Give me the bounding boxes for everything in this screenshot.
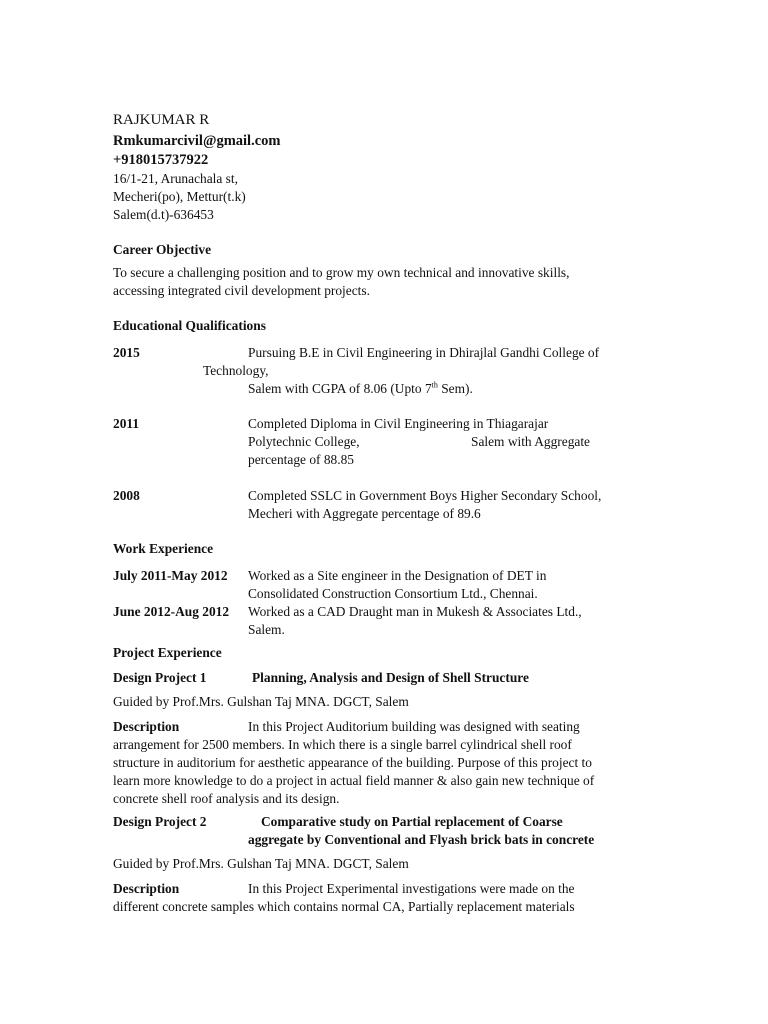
- design-project-1-description-line-3: structure in auditorium for aesthetic appearance of the building. Purpose of this project to: [113, 755, 592, 770]
- project-experience-heading: Project Experience: [113, 645, 222, 660]
- design-project-1-guide: Guided by Prof.Mrs. Gulshan Taj MNA. DGCT, Salem: [113, 694, 409, 709]
- design-project-1-description-line-5: concrete shell roof analysis and its design.: [113, 791, 340, 806]
- education-2015-line-1: Pursuing B.E in Civil Engineering in Dhirajlal Gandhi College of: [248, 345, 600, 360]
- design-project-1-title: Planning, Analysis and Design of Shell Structure: [252, 670, 529, 685]
- design-project-2-description-line-1: In this Project Experimental investigations were made on the: [248, 881, 575, 896]
- design-project-1-label: Design Project 1: [113, 670, 207, 685]
- work-2-line-2: Salem.: [248, 622, 285, 637]
- design-project-1-description-line-1: In this Project Auditorium building was designed with seating: [248, 719, 580, 734]
- work-1-line-2: Consolidated Construction Consortium Ltd., Chennai.: [248, 586, 538, 601]
- education-2015-line-2: Technology,: [203, 363, 269, 378]
- design-project-1-description-line-2: arrangement for 2500 members. In which there is a single barrel cylindrical shell roof: [113, 737, 572, 752]
- education-2008-line-1: Completed SSLC in Government Boys Higher Secondary School,: [248, 488, 602, 503]
- education-2011-line-3: percentage of 88.85: [248, 452, 354, 467]
- design-project-2-description-label: Description: [113, 881, 180, 896]
- career-objective-heading: Career Objective: [113, 242, 212, 257]
- design-project-2-guide: Guided by Prof.Mrs. Gulshan Taj MNA. DGCT, Salem: [113, 856, 409, 871]
- work-1-line-1: Worked as a Site engineer in the Designation of DET in: [248, 568, 547, 583]
- design-project-1-description-label: Description: [113, 719, 180, 734]
- candidate-name: RAJKUMAR R: [113, 112, 210, 128]
- education-2008-line-2: Mecheri with Aggregate percentage of 89.6: [248, 506, 481, 521]
- education-2011-line-2a: Polytechnic College,: [248, 434, 360, 449]
- design-project-2-title-line-1: Comparative study on Partial replacement of Coarse: [261, 814, 563, 829]
- design-project-1-description-line-4: learn more knowledge to do a project in actual field manner & also gain new technique of: [113, 773, 595, 788]
- education-2011-line-2b: Salem with Aggregate: [471, 434, 590, 449]
- education-2015-line-3: Salem with CGPA of 8.06 (Upto 7th Sem).: [248, 380, 473, 396]
- career-objective-line-1: To secure a challenging position and to grow my own technical and innovative skills,: [113, 265, 570, 280]
- education-year-2011: 2011: [113, 416, 140, 431]
- education-heading: Educational Qualifications: [113, 318, 266, 333]
- education-2011-line-1: Completed Diploma in Civil Engineering in Thiagarajar: [248, 416, 549, 431]
- address-line-2: Mecheri(po), Mettur(t.k): [113, 189, 246, 204]
- email-address: Rmkumarcivil@gmail.com: [113, 133, 281, 149]
- work-experience-heading: Work Experience: [113, 541, 214, 556]
- design-project-2-label: Design Project 2: [113, 814, 207, 829]
- education-year-2008: 2008: [113, 488, 140, 503]
- address-line-3: Salem(d.t)-636453: [113, 207, 214, 222]
- phone-number: +918015737922: [113, 152, 209, 168]
- education-year-2015: 2015: [113, 345, 140, 360]
- design-project-2-description-line-2: different concrete samples which contains normal CA, Partially replacement materials: [113, 899, 575, 914]
- work-2-line-1: Worked as a CAD Draught man in Mukesh & Associates Ltd.,: [248, 604, 582, 619]
- work-period-1: July 2011-May 2012: [113, 568, 228, 583]
- design-project-2-title-line-2: aggregate by Conventional and Flyash brick bats in concrete: [248, 832, 595, 847]
- work-period-2: June 2012-Aug 2012: [113, 604, 230, 619]
- address-line-1: 16/1-21, Arunachala st,: [113, 171, 238, 186]
- career-objective-line-2: accessing integrated civil development projects.: [113, 283, 370, 298]
